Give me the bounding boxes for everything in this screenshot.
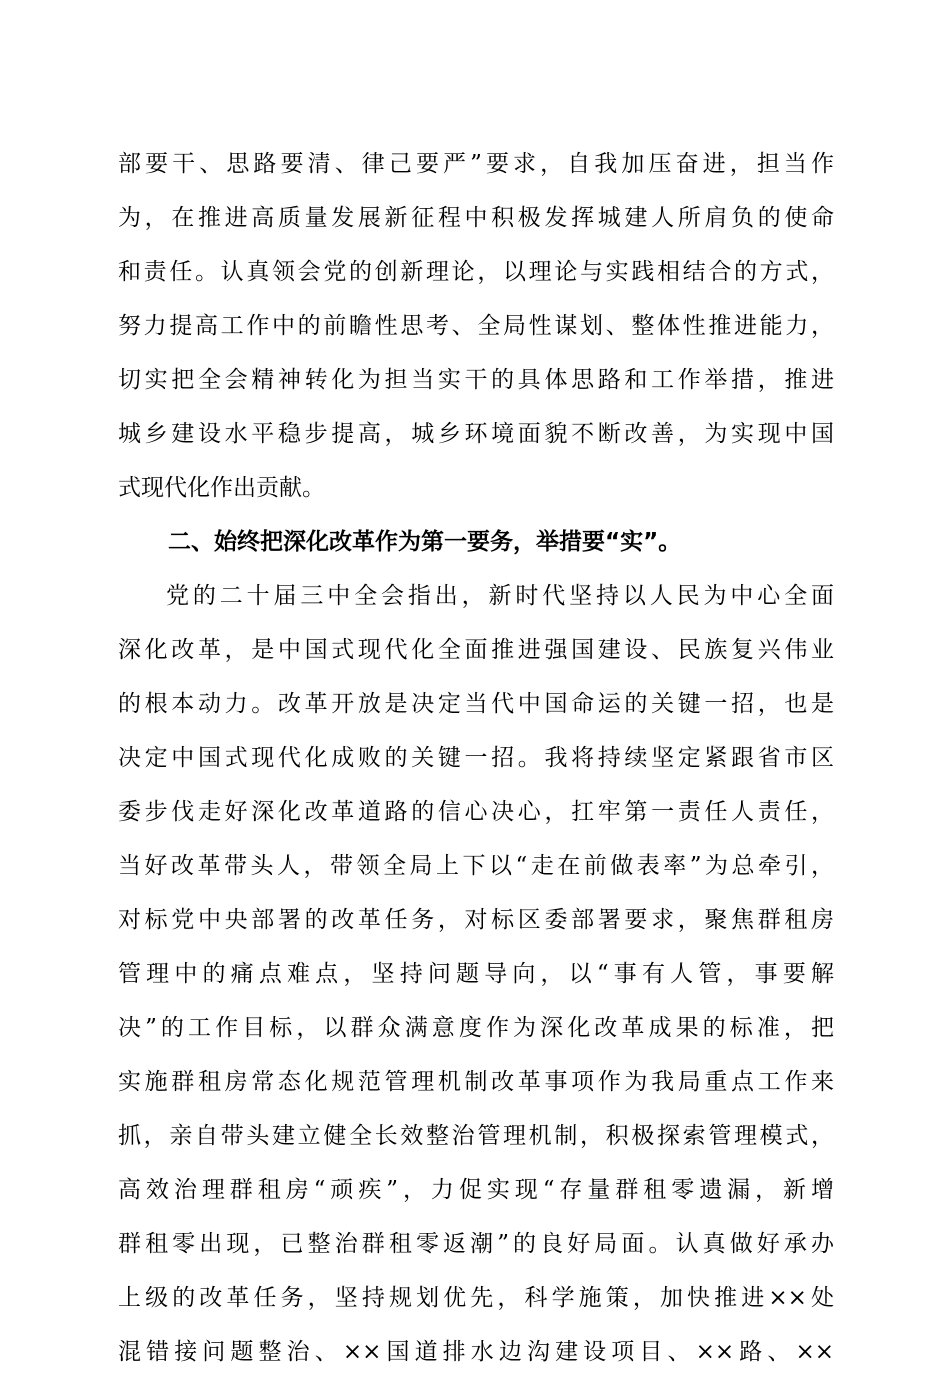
paragraph-line: 混错接问题整治、××国道排水边沟建设项目、××路、×× <box>118 1339 834 1365</box>
document-body <box>118 137 834 1379</box>
paragraph-line: 深化改革，是中国式现代化全面推进强国建设、民族复兴伟业 <box>118 637 834 663</box>
paragraph-line: 当好改革带头人，带领全局上下以“走在前做表率”为总牵引， <box>118 853 834 879</box>
paragraph-line: 城乡建设水平稳步提高，城乡环境面貌不断改善，为实现中国 <box>118 421 834 447</box>
paragraph-line: 委步伐走好深化改革道路的信心决心，扛牢第一责任人责任， <box>118 799 834 825</box>
paragraph-line: 高效治理群租房“顽疾”，力促实现“存量群租零遗漏，新增 <box>118 1177 834 1203</box>
paragraph-line: 抓，亲自带头建立健全长效整治管理机制，积极探索管理模式， <box>118 1123 834 1149</box>
paragraph-line: 对标党中央部署的改革任务，对标区委部署要求，聚焦群租房 <box>118 907 834 933</box>
paragraph-line: 式现代化作出贡献。 <box>118 475 325 501</box>
paragraph-line: 的根本动力。改革开放是决定当代中国命运的关键一招，也是 <box>118 691 834 717</box>
paragraph-line: 群租零出现，已整治群租零返潮”的良好局面。认真做好承办 <box>118 1231 834 1257</box>
paragraph-line: 上级的改革任务，坚持规划优先，科学施策，加快推进××处 <box>118 1285 834 1311</box>
paragraph-line: 决定中国式现代化成败的关键一招。我将持续坚定紧跟省市区 <box>118 745 834 771</box>
paragraph-line: 管理中的痛点难点，坚持问题导向，以“事有人管，事要解 <box>118 961 834 987</box>
paragraph-line: 切实把全会精神转化为担当实干的具体思路和工作举措，推进 <box>118 367 834 393</box>
paragraph-line: 部要干、思路要清、律己要严”要求，自我加压奋进，担当作 <box>118 151 834 177</box>
paragraph-line: 和责任。认真领会党的创新理论，以理论与实践相结合的方式， <box>118 259 834 285</box>
paragraph-line: 努力提高工作中的前瞻性思考、全局性谋划、整体性推进能力， <box>118 313 834 339</box>
section-heading: 二、始终把深化改革作为第一要务，举措要“实”。 <box>168 529 682 555</box>
paragraph-line: 实施群租房常态化规范管理机制改革事项作为我局重点工作来 <box>118 1069 834 1095</box>
paragraph-line: 党的二十届三中全会指出，新时代坚持以人民为中心全面 <box>166 583 834 609</box>
paragraph-line: 决”的工作目标，以群众满意度作为深化改革成果的标准，把 <box>118 1015 834 1041</box>
paragraph-line: 为，在推进高质量发展新征程中积极发挥城建人所肩负的使命 <box>118 205 834 231</box>
